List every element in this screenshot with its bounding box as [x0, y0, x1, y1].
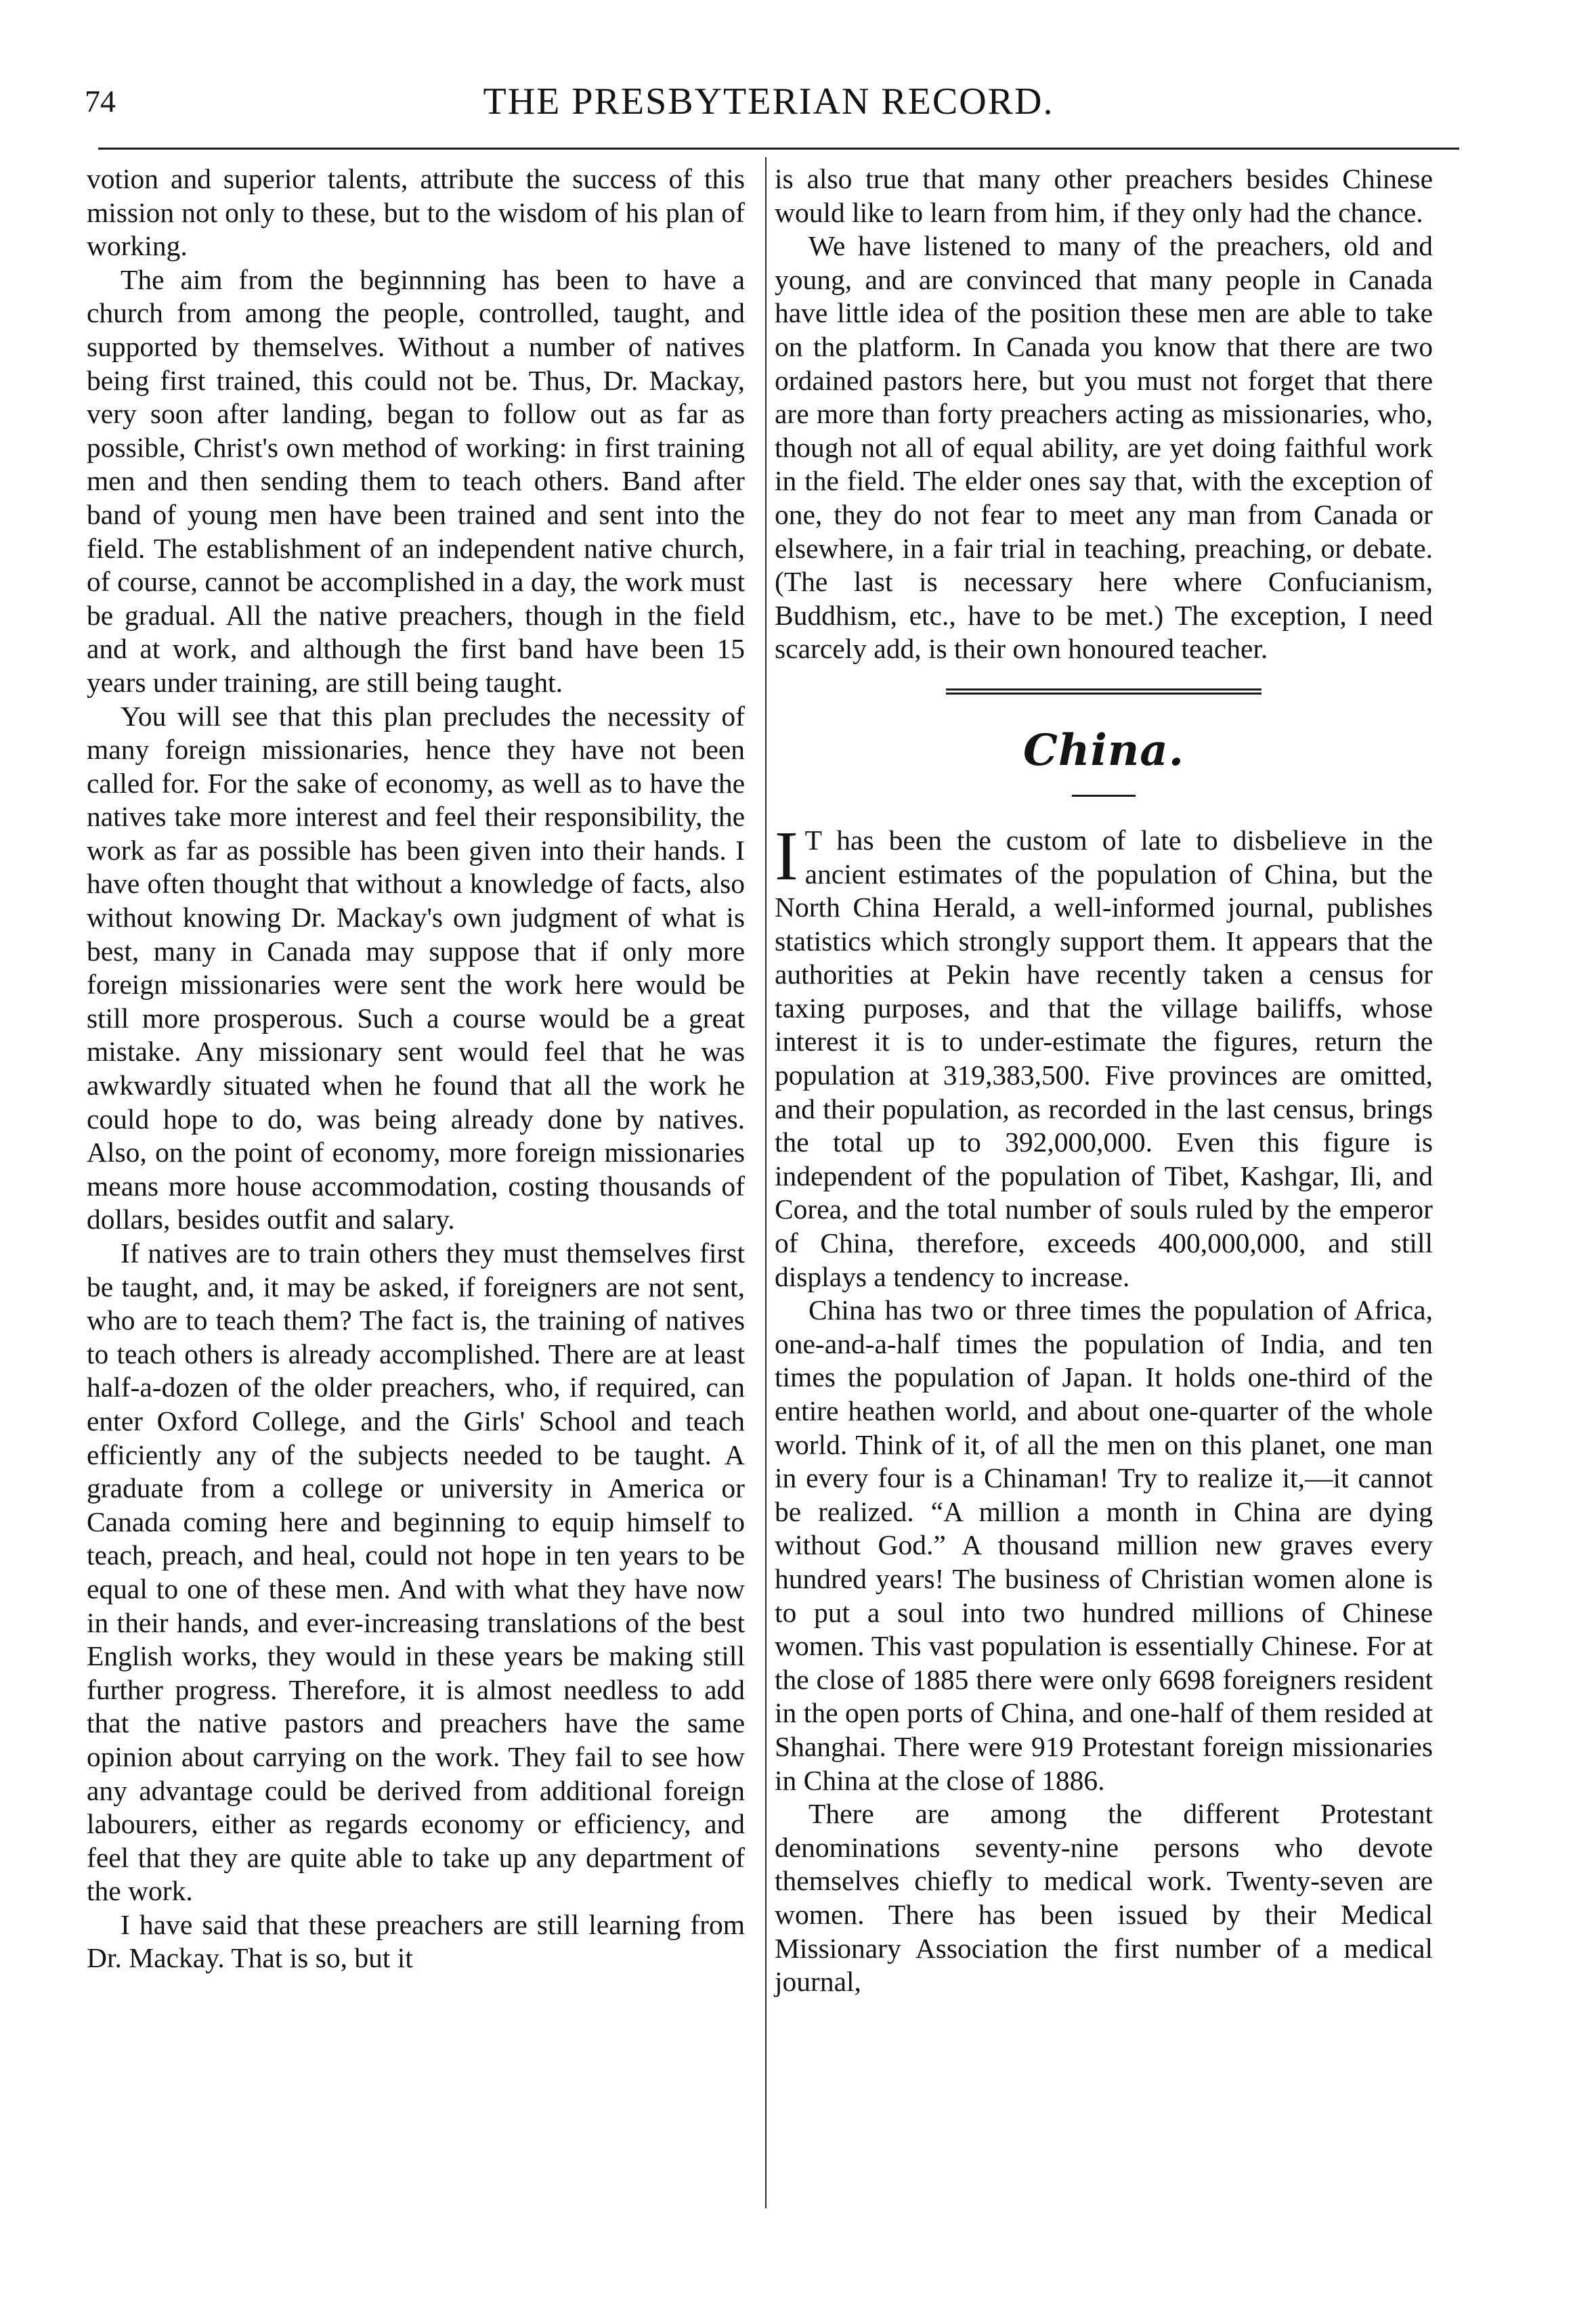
paragraph: votion and superior talents, attribute the success of this mission not only to these, but to the wisdom of his plan of working.: [87, 163, 745, 262]
left-column: [87, 162, 745, 1975]
paragraph-text: T has been the custom of late to disbelieve in the ancient estimates of the population of China, but the North China Herald, a well-informed journal, publishes statistics which strongly support them. It appears that the authorities at Pekin have recently taken a census for taxing purposes, and that the village bailiffs, whose interest it is to under-estimate the figures, return the population at 319,383,500. Five provinces are omitted, and their population, as recorded in the last census, brings the total up to 392,000,000. Even this figure is independent of the population of Tibet, Kashgar, Ili, and Corea, and the total number of souls ruled by the emperor of China, therefore, exceeds 400,000,000, and still displays a tendency to increase.: [775, 824, 1433, 1292]
section-separator: [775, 666, 1433, 720]
paragraph: There are among the different Protestant denominations seventy-nine persons who devote themselves chiefly to medical work. Twenty-seven are women. There has been issued by their Medical Missionary Association the first number of a medical journal,: [775, 1798, 1433, 1998]
paragraph: We have listened to many of the preachers, old and young, and are convinced that many people in Canada have little idea of the position these men are able to take on the platform. In Canada you know that there are two ordained pastors here, but you must not forget that there are more than forty preachers acting as missionaries, who, though not all of equal ability, are yet doing faithful work in the field. The elder ones say that, with the exception of one, they do not fear to meet any man from Canada or elsewhere, in a fair trial in teaching, preaching, or debate. (The last is necessary here where Confucianism, Buddhism, etc., have to be met.) The exception, I need scarcely add, is their own honoured teacher.: [775, 230, 1433, 665]
china-first-paragraph: [775, 816, 1433, 1294]
paragraph: I have said that these preachers are still learning from Dr. Mackay. That is so, but it: [87, 1908, 745, 1974]
paragraph: The aim from the beginnning has been to have a church from among the people, controlled, taught, and supported by themselves. Without a number of natives being first trained, this could not be. Thus, Dr. Mackay, very soon after landing, began to follow out as far as possible, Christ's own method of working: in first training men and then sending them to teach others. Band after band of young men have been trained and sent into the field. The establishment of an independent native church, of course, cannot be accomplished in a day, the work must be gradual. All the native preachers, though in the field and at work, and although the first band have been 15 years under training, are still being taught.: [87, 263, 745, 698]
column-divider: [765, 157, 767, 2208]
right-column: [775, 162, 1433, 1999]
double-rule: [946, 688, 1262, 695]
drop-cap: I: [775, 816, 798, 895]
paragraph: You will see that this plan precludes the necessity of many foreign missionaries, hence they have not been called for. For the sake of economy, as well as to have the natives take more interest and feel their responsibility, the work as far as possible has been given into their hands. I have often thought that without a knowledge of facts, also without knowing Dr. Mackay's own judgment of what is best, many in Canada may suppose that if only more foreign missionaries were sent the work here would be still more prosperous. Such a course would be a great mistake. Any missionary sent would feel that he was awkwardly situated when he found that all the work he could hope to do, was being already done by natives. Also, on the point of economy, more foreign missionaries means more house accommodation, costing thousands of dollars, besides outfit and salary.: [87, 700, 745, 1235]
header-rule: [98, 148, 1459, 150]
paragraph: China has two or three times the population of Africa, one-and-a-half times the population of India, and ten times the population of Japan. It holds one-third of the entire heathen world, and about one-quarter of the whole world. Think of it, of all the men on this planet, one man in every four is a Chinaman! Try to realize it,—it cannot be realized. “A million a month in China are dying without God.” A thousand million new graves every hundred years! The business of Christian women alone is to put a soul into two hundred millions of Chinese women. This vast population is essentially Chinese. For at the close of 1885 there were only 6698 foreigners resident in the open ports of China, and one-half of them resided at Shanghai. There were 919 Protestant foreign missionaries in China at the close of 1886.: [775, 1294, 1433, 1796]
title-rule: [1072, 795, 1136, 797]
paragraph: If natives are to train others they must themselves first be taught, and, it may be asked, if foreigners are not sent, who are to teach them? The fact is, the training of natives to teach others is already accomplished. There are at least half-a-dozen of the older preachers, who, if required, can enter Oxford College, and the Girls' School and teach efficiently any of the subjects needed to be taught. A graduate from a college or university in America or Canada coming here and beginning to equip himself to teach, preach, and heal, could not hope in ten years to be equal to one of these men. And with what they have now in their hands, and ever-increasing translations of the best English works, they would in these years be making still further progress. Therefore, it is almost needless to add that the native pastors and preachers have the same opinion about carrying on the work. They fail to see how any advantage could be derived from additional foreign labourers, either as regards economy or efficiency, and feel that they are quite able to take up any department of the work.: [87, 1237, 745, 1907]
section-title: China.: [1022, 724, 1185, 776]
page-header: [85, 81, 1452, 129]
paragraph: is also true that many other preachers besides Chinese would like to learn from him, if they only had the chance.: [775, 163, 1433, 228]
running-title: THE PRESBYTERIAN RECORD.: [483, 81, 1054, 123]
page-number: 74: [85, 84, 116, 118]
